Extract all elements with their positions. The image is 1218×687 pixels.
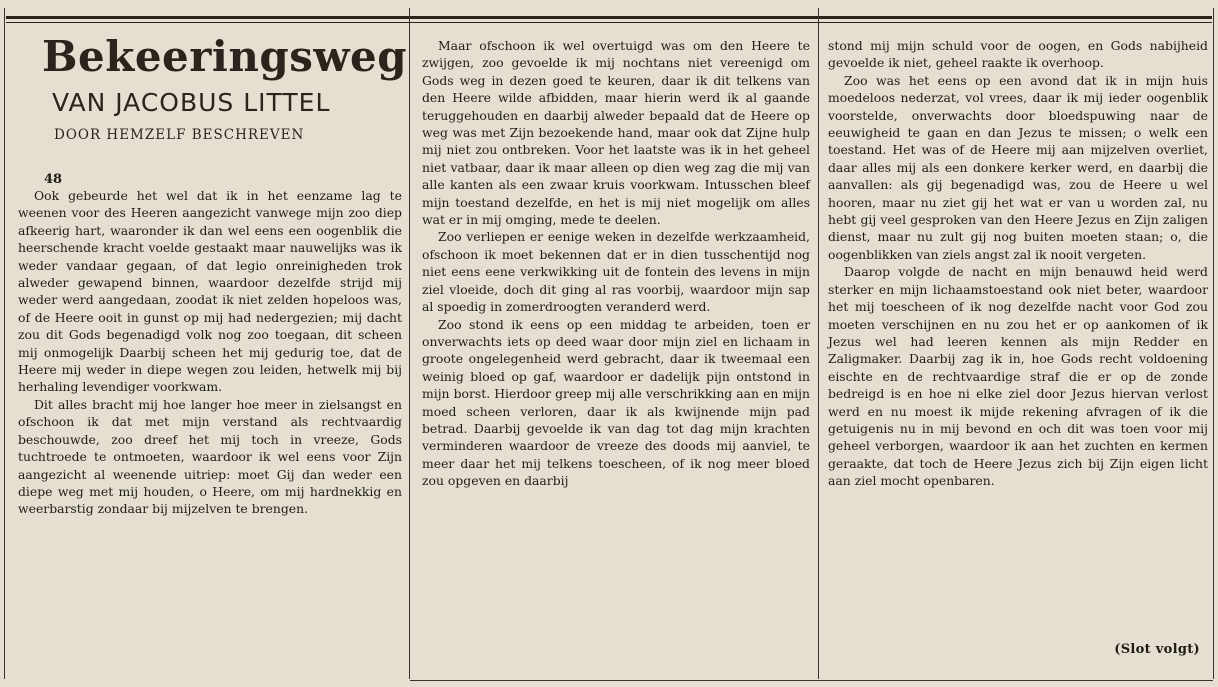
column-2 [416, 0, 812, 687]
bottom-rule [410, 680, 1213, 681]
paragraph: Dit alles bracht mij hoe langer hoe meer in zielsangst en ofschoon ik dat met mijn verstand als rechtvaardig beschouwde, zoo dreef het mij toch in vreeze, Gods tuchtroede te ontmoeten, waardoor ik wel eens voor Zijn aangezicht al weenende uitriep: moet Gij dan weder een diepe weg met mij houden, o Heere, om mij hardnekkig en weerbarstig zondaar bij mijzelven te brengen. [18, 396, 402, 517]
paragraph: Ook gebeurde het wel dat ik in het eenzame lag te weenen voor des Heeren aangezicht vanwege mijn zoo diep afkeerig hart, waaronder ik dan wel eens een oogenblik die heerschende kracht voelde gestaakt maar nauwelijks was ik weder vandaar gegaan, of dat legio onreinigheden trok alweder gewapend binnen, waardoor dezelfde strijd mij weder werd aangedaan, zoodat ik niet zelden hopeloos was, of de Heere ooit in gunst op mij had nedergezien; mij dacht zou dit Gods begenadigd volk nog zoo toegaan, dit scheen mij onmogelijk Daarbij scheen het mij gedurig toe, dat de Heere mij weder in diepe wegen zou leiden, hetwelk mij bij herhaling levendiger voorkwam. [18, 188, 402, 395]
column-divider-right [1213, 8, 1214, 679]
paragraph: Zoo stond ik eens op een middag te arbeiden, toen er onverwachts iets op deed waar door mijn ziel en lichaam in groote ongelegenheid werd gebracht, daar ik tweemaal een weinig bloed op gaf, waardoor er dadelijk pijn ontstond in mijn borst. Hierdoor greep mij alle verschrikking aan en mijn moed scheen verloren, daar ik als kwijnende mijn pad betrad. Daarbij gevoelde ik van dag tot dag mijn krachten verminderen waardoor de vreeze des doods mij aanviel, te meer daar het mij telkens toescheen, of ik nog meer bloed zou opgeven en daarbij [422, 316, 810, 489]
subheadline: VAN JACOBUS LITTEL [52, 88, 331, 117]
to-be-continued-note: (Slot volgt) [1114, 642, 1200, 657]
paragraph: Zoo verliepen er eenige weken in dezelfde werkzaamheid, ofschoon ik moet bekennen dat er in dien tusschentijd nog niet eens eene verkwikking uit de fontein des levens in mijn ziel vloeide, doch dit ging al ras voorbij, waardoor mijn sap al spoedig in zomerdroogten veranderd werd. [422, 229, 810, 315]
paragraph: Daarop volgde de nacht en mijn benauwd heid werd sterker en mijn lichaamstoestand ook niet beter, waardoor het mij toescheen of ik nog dezelfde nacht voor God zou moeten verschijnen en nu zou het er op aankomen of ik Jezus wel had leeren kennen als mijn Redder en Zaligmaker. Daarbij zag ik in, hoe Gods recht voldoening eischte en de rechtvaardige straf die er op de zonde bedreigd is en hoe ni elke ziel door Jezus hiervan verlost werd en nu moest ik mijde rekening afvragen of ik die getuigenis nu in mij bevond en och dit was toen voor mij geheel verborgen, waardoor ik aan het zuchten en kermen geraakte, dat toch de Heere Jezus zich bij Zijn eigen licht aan ziel mocht openbaren. [828, 264, 1208, 489]
paragraph: Zoo was het eens op een avond dat ik in mijn huis moedeloos nederzat, vol vrees, daar ik mij ieder oogenblik voorstelde, onverwachts door bloedspuwing naar de eeuwigheid te gaan en dan Jezus te missen; o welk een toestand. Het was of de Heere mij aan mijzelven overliet, daar alles mij als een donkere kerker werd, en daarbij die aanvallen: als gij begenadigd was, zou de Heere u wel hooren, maar nu ziet gij het wat er van u worden zal, nu hebt gij veel gesproken van den Heere Jezus en Zijn zaligen dienst, maar nu zult gij nog buiten moeten staan; o, die oogenblikken van ziels angst zal ik nooit vergeten. [828, 72, 1208, 262]
column-2-body [422, 37, 810, 490]
column-1-body [18, 187, 402, 518]
column-divider-1 [409, 8, 410, 679]
column-3-body [828, 37, 1208, 490]
column-divider-left [4, 8, 5, 679]
column-3 [822, 0, 1210, 687]
headline: Bekeeringsweg [42, 32, 408, 81]
paragraph: Maar ofschoon ik wel overtuigd was om den Heere te zwijgen, zoo gevoelde ik mij nochtans niet vereenigd om Gods weg in dezen goed te keuren, daar ik dit telkens van den Heere wilde afbidden, maar hierin werd ik al gaande teruggehouden en daarbij alweder bepaald dat de Heere op weg was met Zijn bezoekende hand, maar ook dat Zijne hulp mij niet zou ontbreken. Voor het laatste was ik in het geheel niet vatbaar, daar ik maar alleen op dien weg zag die mij van alle kanten als een zwaar kruis voorkwam. Intusschen bleef mijn toestand dezelfde, en het is mij niet mogelijk om alles wat er in mij omging, mede te deelen. [422, 38, 810, 228]
column-divider-2 [818, 8, 819, 679]
byline: DOOR HEMZELF BESCHREVEN [54, 127, 305, 143]
paragraph: stond mij mijn schuld voor de oogen, en Gods nabijheid gevoelde ik niet, geheel raakte ik overhoop. [828, 38, 1208, 71]
installment-number: 48 [44, 172, 63, 187]
column-1 [12, 0, 408, 687]
